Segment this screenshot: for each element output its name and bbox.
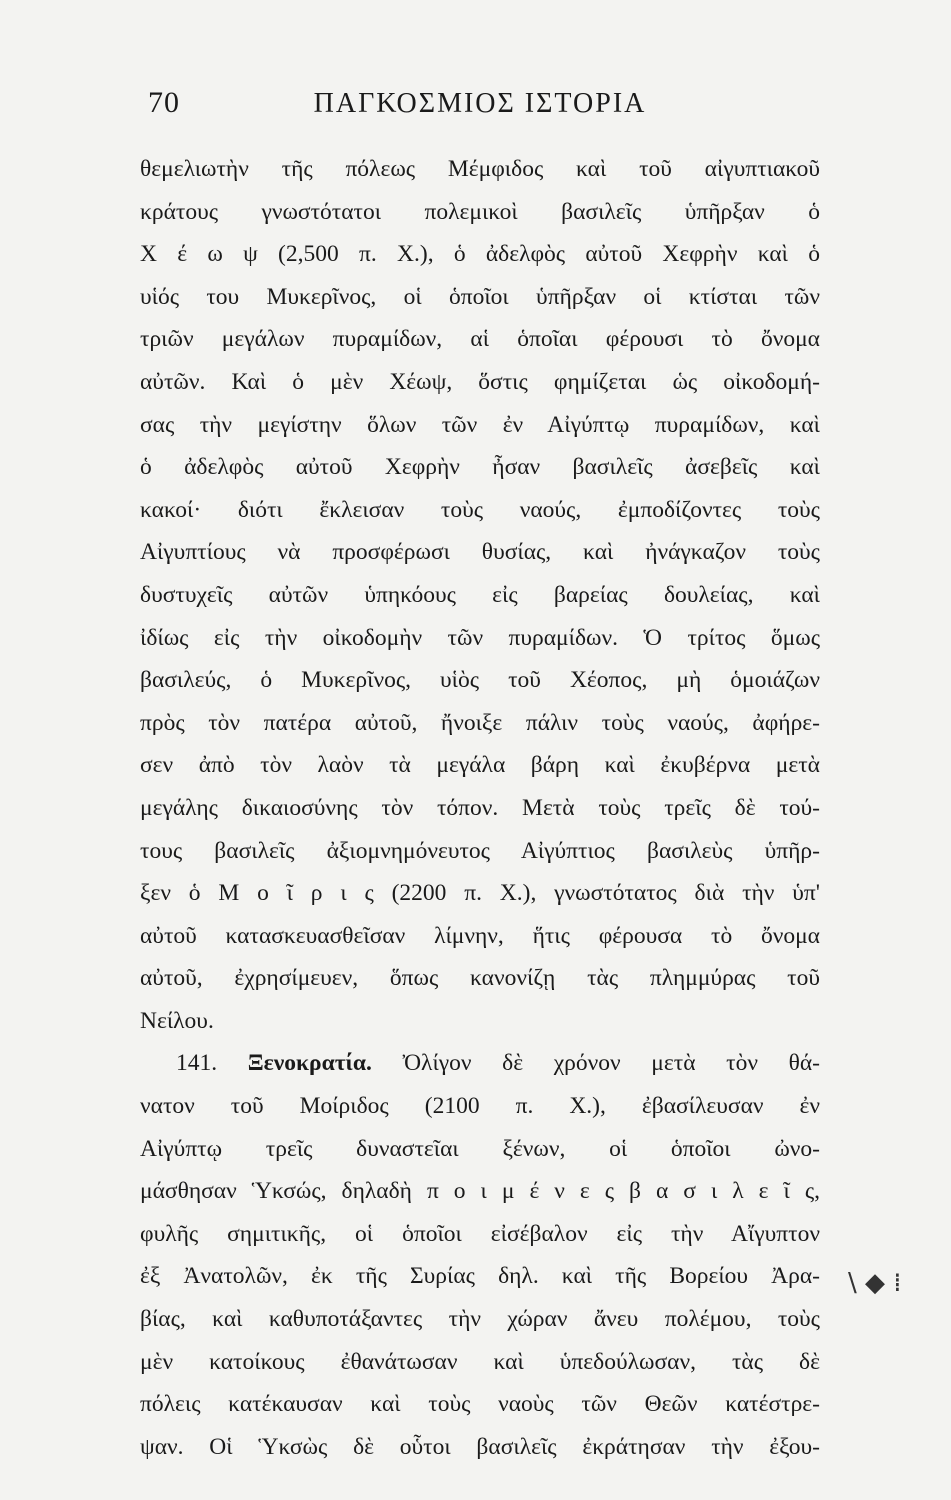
text-line: νατον τοῦ Μοίριδος (2100 π. Χ.), ἐβασίλευσαν ἐν (140, 1093, 820, 1120)
text-line: Χ έ ω ψ (2,500 π. Χ.), ὁ ἀδελφὸς αὐτοῦ Χεφρὴν καὶ ὁ (140, 241, 820, 268)
text-line: βίας, καὶ καθυποτάξαντες τὴν χώραν ἄνευ πολέμου, τοὺς (140, 1306, 820, 1333)
text-line: δυστυχεῖς αὐτῶν ὑπηκόους εἰς βαρείας δουλείας, καὶ (140, 581, 820, 608)
text-line: τους βασιλεῖς ἀξιομνημόνευτος Αἰγύπτιος βασιλεὺς ὑπῆρ- (140, 837, 820, 864)
text-line: αὐτοῦ κατασκευασθεῖσαν λίμνην, ἥτις φέρουσα τὸ ὄνομα (140, 922, 820, 949)
text-line: Αἰγύπτῳ τρεῖς δυναστεῖαι ξένων, οἱ ὁποῖοι ὠνο- (140, 1135, 820, 1162)
text-line: μάσθησαν Ὑκσώς, δηλαδὴ π ο ι μ έ ν ε ς β α σ ι λ ε ῖ ς, (140, 1178, 820, 1205)
section-title: Ξενοκρατία. (247, 1050, 372, 1077)
text-line: μὲν κατοίκους ἐθανάτωσαν καὶ ὑπεδούλωσαν, τὰς δὲ (140, 1348, 820, 1375)
section-heading-line (140, 1042, 820, 1085)
body-text (140, 148, 820, 1468)
text-line: μεγάλης δικαιοσύνης τὸν τόπον. Μετὰ τοὺς τρεῖς δὲ τού- (140, 794, 820, 821)
text-line: κράτους γνωστότατοι πολεμικοὶ βασιλεῖς ὑπῆρξαν ὁ (140, 198, 820, 225)
text-line: σεν ἀπὸ τὸν λαὸν τὰ μεγάλα βάρη καὶ ἐκυβέρνα μετὰ (140, 752, 820, 779)
text-line: πρὸς τὸν πατέρα αὐτοῦ, ἤνοιξε πάλιν τοὺς ναούς, ἀφήρε- (140, 709, 820, 736)
text-line: υἱός του Μυκερῖνος, οἱ ὁποῖοι ὑπῆρξαν οἱ κτίσται τῶν (140, 283, 820, 310)
text-line: αὐτῶν. Καὶ ὁ μὲν Χέωψ, ὅστις φημίζεται ὡς οἰκοδομή- (140, 368, 820, 395)
text-line: Νείλου. (140, 1007, 214, 1034)
margin-mark-icon: \ ◆ ⁞ (848, 1268, 902, 1298)
text-line: πόλεις κατέκαυσαν καὶ τοὺς ναοὺς τῶν Θεῶν κατέστρε- (140, 1391, 820, 1418)
text-line: κακοί· διότι ἔκλεισαν τοὺς ναούς, ἐμποδίζοντες τοὺς (140, 496, 820, 523)
text-line: ἰδίως εἰς τὴν οἰκοδομὴν τῶν πυραμίδων. Ὁ τρίτος ὅμως (140, 624, 820, 651)
section-number: 141. (176, 1050, 218, 1077)
text-line: θεμελιωτὴν τῆς πόλεως Μέμφιδος καὶ τοῦ αἰγυπτιακοῦ (140, 156, 820, 182)
text-line: αὐτοῦ, ἐχρησίμευεν, ὅπως κανονίζῃ τὰς πλημμύρας τοῦ (140, 965, 820, 992)
text-line: βασιλεύς, ὁ Μυκερῖνος, υἱὸς τοῦ Χέοπος, μὴ ὁμοιάζων (140, 667, 820, 694)
text-line: σας τὴν μεγίστην ὅλων τῶν ἐν Αἰγύπτῳ πυραμίδων, καὶ (140, 411, 820, 438)
text-line: Αἰγυπτίους νὰ προσφέρωσι θυσίας, καὶ ἠνάγκαζον τοὺς (140, 539, 820, 566)
page-number: 70 (148, 86, 180, 119)
text-line: ξεν ὁ Μ ο ῖ ρ ι ς (2200 π. Χ.), γνωστότατος διὰ τὴν ὑπ' (140, 880, 820, 907)
text-line: φυλῆς σημιτικῆς, οἱ ὁποῖοι εἰσέβαλον εἰς τὴν Αἴγυπτον (140, 1220, 820, 1247)
text-line: ἐξ Ἀνατολῶν, ἐκ τῆς Συρίας δηλ. καὶ τῆς Βορείου Ἀρα- (140, 1263, 820, 1290)
text-line: τριῶν μεγάλων πυραμίδων, αἱ ὁποῖαι φέρουσι τὸ ὄνομα (140, 326, 820, 353)
text-line: ψαν. Οἱ Ὑκσὼς δὲ οὗτοι βασιλεῖς ἐκράτησαν τὴν ἐξου- (140, 1433, 820, 1460)
section-first-line-text: Ὀλίγον δὲ χρόνον μετὰ τὸν θά- (402, 1050, 820, 1077)
running-title: ΠΑΓΚΟΣΜΙΟΣ ΙΣΤΟΡΙΑ (313, 88, 647, 119)
page-header (140, 86, 820, 130)
text-line: ὁ ἀδελφὸς αὐτοῦ Χεφρὴν ἦσαν βασιλεῖς ἀσεβεῖς καὶ (140, 454, 820, 481)
